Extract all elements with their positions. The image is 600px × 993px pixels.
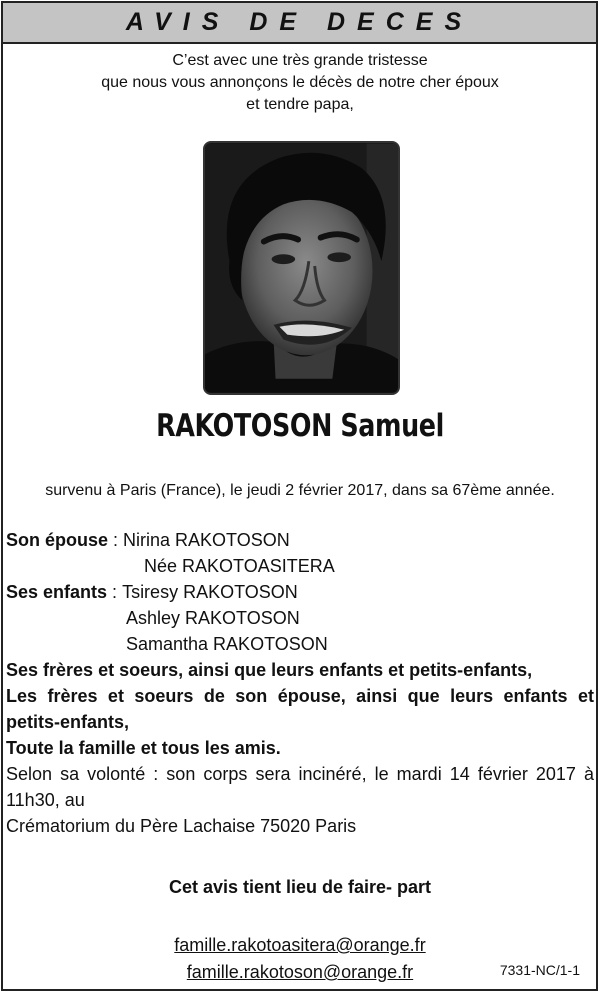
reference-code: 7331-NC/1-1 (499, 962, 580, 978)
child-name: Samantha RAKOTOSON (126, 634, 328, 654)
children-label: Ses enfants (6, 582, 108, 602)
email-link-rakotoson[interactable]: famille.rakotoson@orange.fr (186, 962, 414, 982)
intro-line-2: que nous vous annonçons le décès de notre cher époux (101, 74, 499, 91)
email-link-rakotoasitera[interactable]: famille.rakotoasitera@orange.fr (174, 935, 426, 955)
siblings-line: Ses frères et soeurs, ainsi que leurs enfants et petits-enfants, (6, 660, 533, 680)
spouse-separator: : (108, 530, 124, 550)
death-details: survenu à Paris (France), le jeudi 2 février 2017, dans sa 67ème année. (45, 482, 555, 499)
deceased-name: RAKOTOSON Samuel (156, 408, 444, 444)
faire-part-notice: Cet avis tient lieu de faire- part (168, 877, 432, 897)
all-family-line: Toute la famille et tous les amis. (6, 738, 281, 758)
portrait-photo (203, 141, 400, 395)
child-name: Tsiresy RAKOTOSON (122, 582, 298, 602)
spouse-siblings-line-2: petits-enfants, (6, 712, 130, 732)
spouse-maiden-name: Née RAKOTOASITERA (144, 556, 335, 576)
spouse-label: Son épouse (6, 530, 109, 550)
cremation-line-2: 11h30, au (6, 790, 85, 810)
child-name: Ashley RAKOTOSON (126, 608, 300, 628)
intro-text (0, 50, 600, 116)
children-separator: : (107, 582, 123, 602)
header-title: AVIS DE DECES (125, 8, 474, 36)
spouse-row (6, 527, 594, 553)
intro-line-1: C’est avec une très grande tristesse (172, 52, 428, 69)
spouse-siblings-line-1: Les frères et soeurs de son épouse, ainsi que leurs enfants et (6, 686, 594, 706)
cremation-line-3: Crématorium du Père Lachaise 75020 Paris (6, 816, 357, 836)
family-section (6, 527, 594, 839)
header-banner (3, 3, 596, 44)
spouse-name: Nirina RAKOTOSON (123, 530, 290, 550)
cremation-line-1: Selon sa volonté : son corps sera incinéré, le mardi 14 février 2017 à (6, 764, 594, 784)
intro-line-3: et tendre papa, (246, 96, 354, 113)
children-row (6, 579, 594, 605)
